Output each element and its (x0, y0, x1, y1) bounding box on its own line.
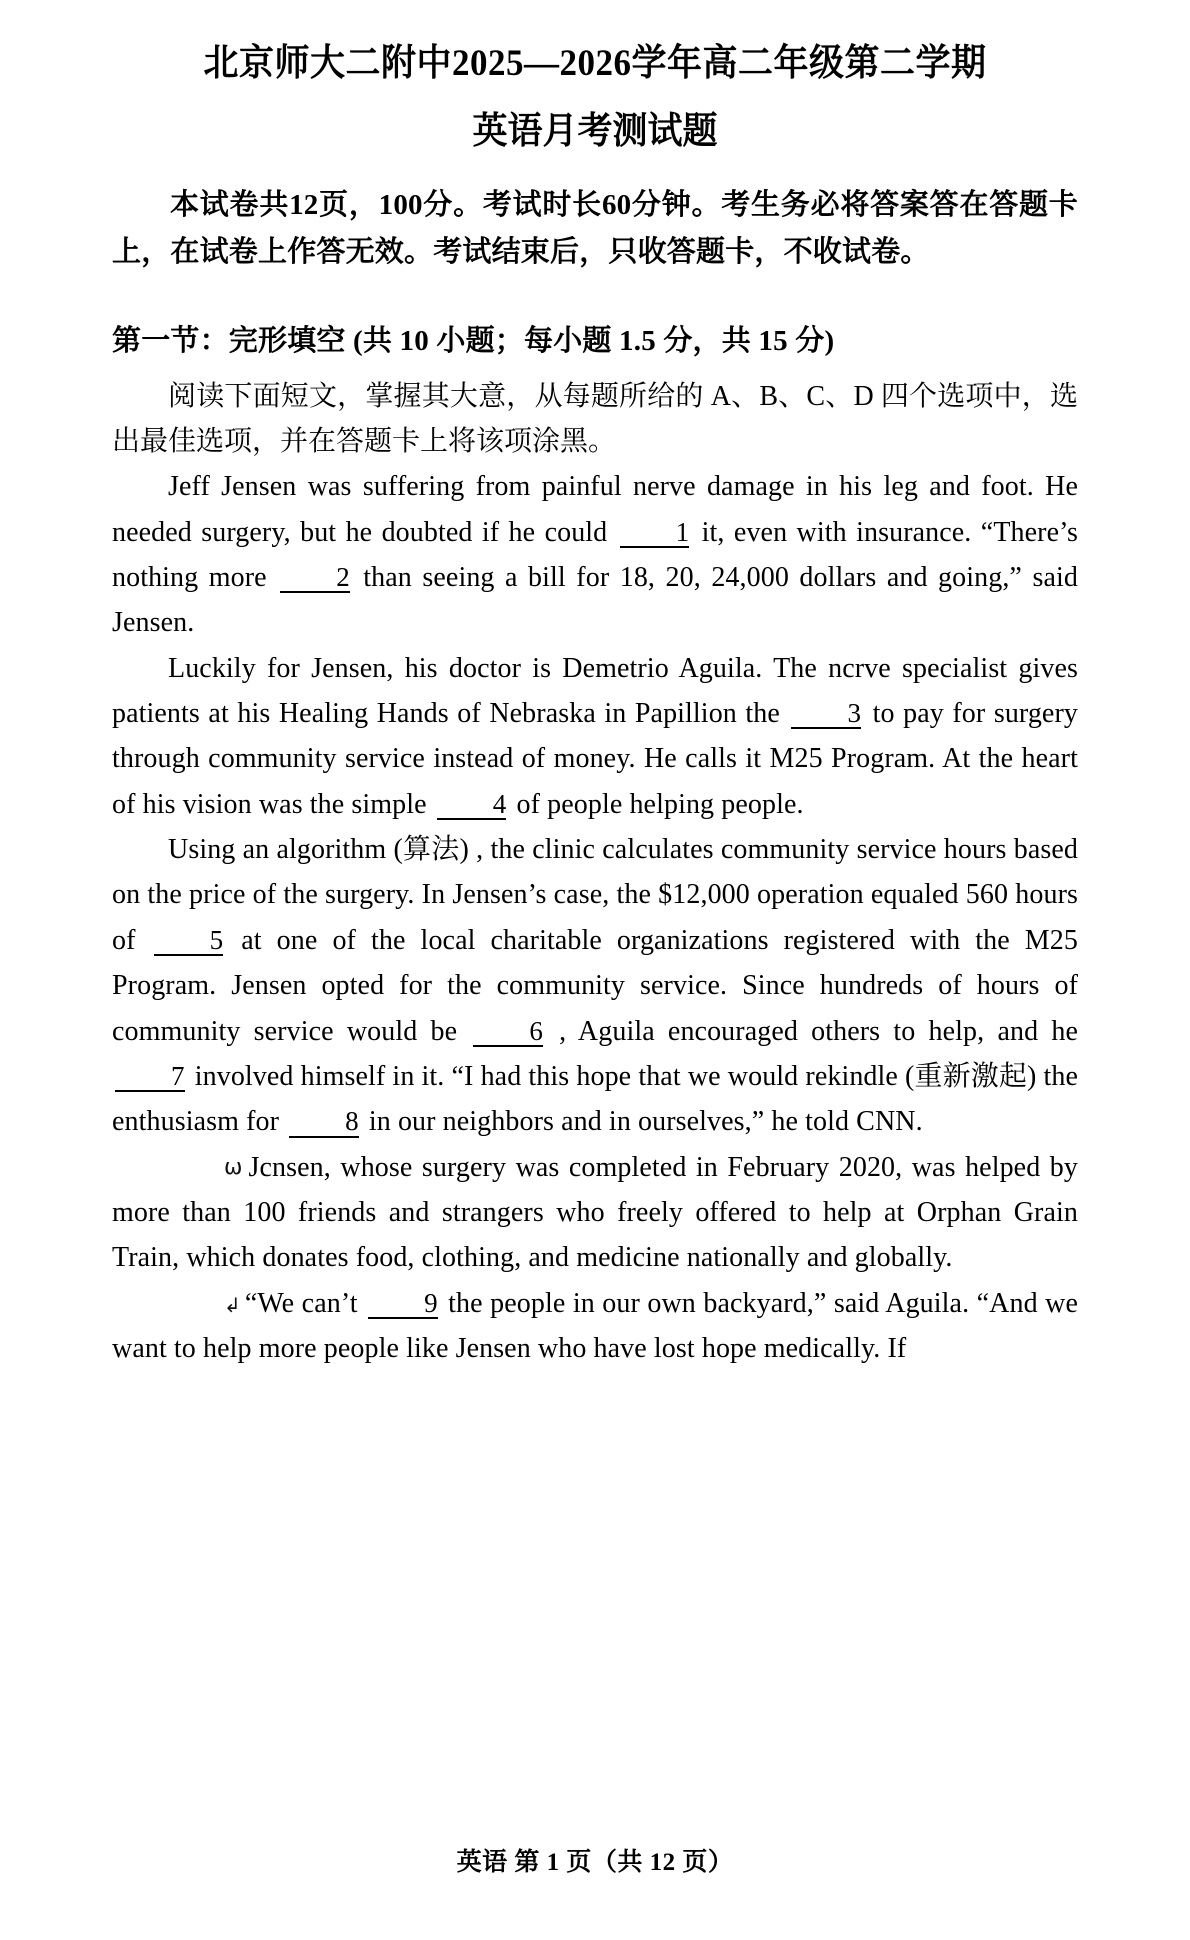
paragraph-1-text-b: it, even with insurance. “There’s nothing more (112, 516, 1078, 593)
paragraph-2-text-b: to pay for surgery through community service instead of money. He calls it M25 Program. At the heart of his vision was the simple (112, 698, 1078, 820)
passage-paragraph-2 (112, 646, 1078, 827)
page-subtitle: 英语月考测试题 (472, 110, 718, 152)
paragraph-3-text-b: at one of the local charitable organizations registered with the M25 Program. Jensen opted for the community service. Since hundreds of hours of community service would be (112, 924, 1078, 1047)
paragraph-3-text-c: , Aguila encouraged others to help, and he (559, 1015, 1079, 1047)
paragraph-3-text-d: involved himself in it. “I had this hope that we would rekindle (重新激起) the enthusiasm for (112, 1060, 1078, 1138)
cloze-blank-5[interactable]: 5 (154, 926, 224, 956)
cloze-blank-6[interactable]: 6 (473, 1017, 543, 1047)
cloze-blank-2[interactable]: 2 (280, 563, 350, 593)
page-footer: 英语 第 1 页（共 12 页） (456, 1849, 734, 1876)
paragraph-2-text-a: Luckily for Jensen, his doctor is Demetrio Aguila. The ncrve specialist gives patients at his Healing Hands of Nebraska in Papillion the (112, 652, 1078, 730)
cloze-blank-4[interactable]: 4 (437, 790, 507, 820)
paragraph-5-text-a: “We can’t (244, 1287, 358, 1319)
exam-instructions: 本试卷共12页，100分。考试时长60分钟。考生务必将答案答在答题卡上，在试卷上作答无效。考试结束后，只收答题卡，不收试卷。 (112, 189, 1078, 269)
passage-paragraph-5 (112, 1281, 1078, 1372)
scan-artifact-mark-omega: ω (224, 1154, 243, 1180)
paragraph-1-text-a: Jeff Jensen was suffering from painful nerve damage in his leg and foot. He needed surgery, but he doubted if he could (112, 471, 1078, 548)
page-content (112, 0, 1078, 1371)
passage-paragraph-4 (112, 1145, 1078, 1281)
paragraph-2-text-c: of people helping people. (516, 788, 804, 820)
paragraph-1-text-c: than seeing a bill for 18, 20, 24,000 dollars and going,” said Jensen. (112, 561, 1078, 639)
section-directions: 阅读下面短文，掌握其大意，从每题所给的 A、B、C、D 四个选项中，选出最佳选项，并在答题卡上将该项涂黑。 (112, 380, 1078, 457)
paragraph-5-text-b: the people in our own backyard,” said Aguila. “And we want to help more people like Jensen who have lost hope medically. If (112, 1287, 1078, 1365)
paragraph-3-text-e: in our neighbors and in ourselves,” he told CNN. (368, 1106, 923, 1138)
paragraph-4-text-a: Jcnsen, whose surgery was completed in February 2020, was helped by more than 100 friends and strangers who freely offered to help at Orphan Grain Train, which donates food, clothing, and medicine nationally and globally. (112, 1151, 1078, 1274)
page-title: 北京师大二附中2025—2026学年高二年级第二学期 (203, 42, 987, 84)
paragraph-3-text-a: Using an algorithm (算法) , the clinic calculates community service hours based on the price of the surgery. In Jensen’s case, the $12,000 operation equaled 560 hours of (112, 834, 1078, 956)
passage-paragraph-3 (112, 827, 1078, 1145)
cloze-blank-8[interactable]: 8 (289, 1107, 359, 1137)
scan-artifact-mark-hook: ↲ (224, 1292, 241, 1317)
cloze-passage (112, 464, 1078, 1371)
cloze-blank-1[interactable]: 1 (620, 518, 690, 548)
passage-paragraph-1 (112, 464, 1078, 645)
section-heading-part-one: 第一节：完形填空 (共 10 小题；每小题 1.5 分，共 15 分) (112, 325, 835, 358)
cloze-blank-9[interactable]: 9 (368, 1289, 438, 1319)
cloze-blank-3[interactable]: 3 (791, 699, 861, 729)
cloze-blank-7[interactable]: 7 (115, 1062, 185, 1092)
